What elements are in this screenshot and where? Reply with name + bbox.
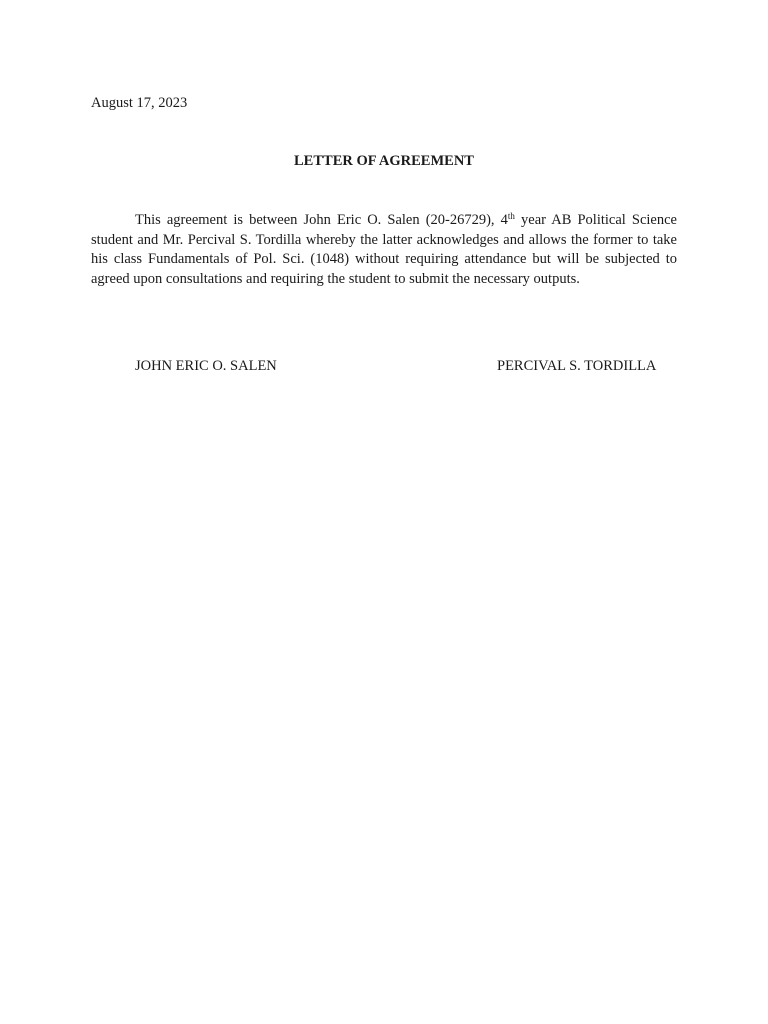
letter-date: August 17, 2023 [91,95,188,111]
letter-title: LETTER OF AGREEMENT [294,153,474,169]
paragraph-text-start: This agreement is between John Eric O. Salen (20-26729), 4 [135,212,508,228]
agreement-paragraph [91,211,677,289]
ordinal-superscript: th [507,211,515,221]
paragraph-text-end: year AB Political Science student and Mr. Percival S. Tordilla whereby the latter acknowledges and allows the former to take his class Fundamentals of Pol. Sci. (1048) without requiring attendance but will be subjected to agreed upon consultations and requiring the student to submit the necessary outputs. [91,212,677,287]
signatory-instructor-name: PERCIVAL S. TORDILLA [497,358,657,374]
signatory-student-name: JOHN ERIC O. SALEN [135,358,277,374]
